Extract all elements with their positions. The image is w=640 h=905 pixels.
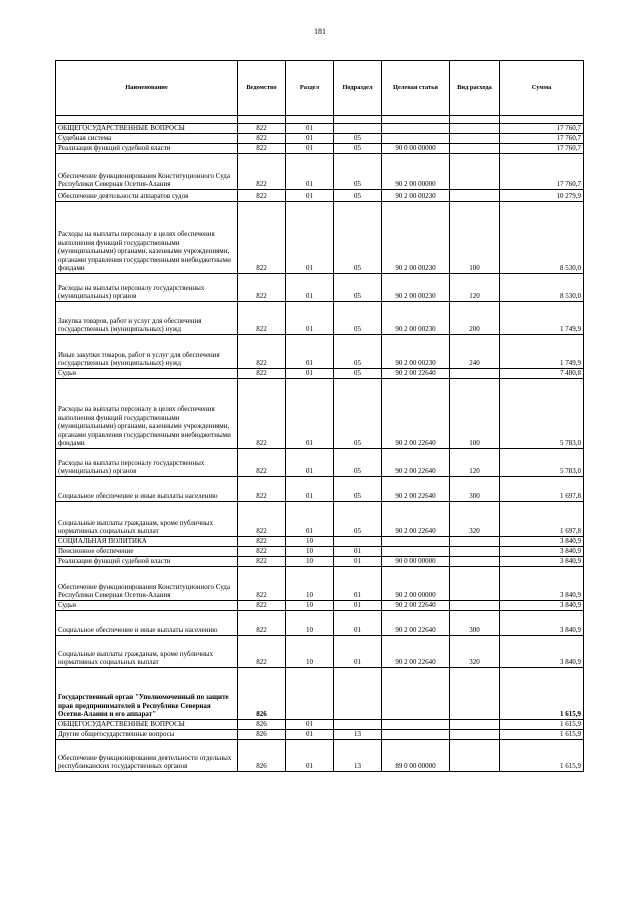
cell-department: 822 (238, 154, 286, 190)
cell-expense-type (450, 730, 500, 740)
cell-name: ОБЩЕГОСУДАРСТВЕННЫЕ ВОПРОСЫ (56, 720, 238, 730)
cell-expense-type: 240 (450, 335, 500, 369)
cell-name: Другие общегосударственные вопросы (56, 730, 238, 740)
cell-sum: 3 840,9 (500, 557, 584, 567)
cell-subsection: 05 (334, 202, 382, 274)
cell-department: 822 (238, 335, 286, 369)
cell-sum: 1 749,9 (500, 302, 584, 335)
cell-target-article (382, 668, 450, 720)
cell-target-article: 90 2 00 22640 (382, 477, 450, 502)
table-row (56, 730, 584, 740)
cell-expense-type (450, 537, 500, 547)
table-row (56, 190, 584, 202)
cell-sum: 3 840,9 (500, 547, 584, 557)
cell-expense-type: 100 (450, 202, 500, 274)
cell-subsection: 01 (334, 567, 382, 601)
cell-subsection: 05 (334, 302, 382, 335)
cell-sum: 1 697,8 (500, 502, 584, 537)
cell-name: Социальное обеспечение и иные выплаты населению (56, 477, 238, 502)
cell-department: 822 (238, 547, 286, 557)
table-row (56, 502, 584, 537)
cell-expense-type (450, 601, 500, 611)
header-expense-type: Вид расхода (450, 61, 500, 116)
cell-name: Социальные выплаты гражданам, кроме публичных нормативных социальных выплат (56, 502, 238, 537)
cell-subsection: 01 (334, 547, 382, 557)
cell-section: 10 (286, 537, 334, 547)
cell-section: 10 (286, 557, 334, 567)
cell-subsection: 13 (334, 740, 382, 772)
cell-section: 01 (286, 144, 334, 154)
table-row (56, 274, 584, 302)
cell-target-article: 90 2 00 22640 (382, 611, 450, 636)
cell-sum: 3 840,9 (500, 601, 584, 611)
cell-expense-type (450, 547, 500, 557)
cell-target-article (382, 720, 450, 730)
cell-section: 01 (286, 154, 334, 190)
cell-section: 01 (286, 335, 334, 369)
cell-subsection: 05 (334, 154, 382, 190)
cell-name: Судьи (56, 601, 238, 611)
table-row (56, 557, 584, 567)
cell-department: 826 (238, 720, 286, 730)
cell-department: 822 (238, 302, 286, 335)
cell-expense-type (450, 154, 500, 190)
table-row (56, 124, 584, 134)
cell-section: 01 (286, 740, 334, 772)
cell-sum: 8 530,0 (500, 202, 584, 274)
cell-subsection: 05 (334, 335, 382, 369)
cell-sum: 1 615,9 (500, 730, 584, 740)
cell-target-article: 90 2 00 22640 (382, 379, 450, 449)
cell-subsection: 05 (334, 379, 382, 449)
cell-expense-type (450, 124, 500, 134)
cell-name: Судьи (56, 369, 238, 379)
cell-target-article: 90 2 00 22640 (382, 601, 450, 611)
cell-sum: 17 760,7 (500, 144, 584, 154)
cell-name: Закупка товаров, работ и услуг для обеспечения государственных (муниципальных) нужд (56, 302, 238, 335)
cell-department: 822 (238, 601, 286, 611)
cell-target-article: 90 2 00 22640 (382, 502, 450, 537)
cell-section: 01 (286, 730, 334, 740)
cell-section: 01 (286, 302, 334, 335)
cell-name: Расходы на выплаты персоналу в целях обеспечения выполнения функций государственными (муниципальными) органами, казенными учреждениями, органами управления государственными внебюджетными фондами (56, 202, 238, 274)
cell-name: Расходы на выплаты персоналу в целях обеспечения выполнения функций государственными (муниципальными) органами, казенными учреждениями, органами управления государственными внебюджетными фондами (56, 379, 238, 449)
cell-expense-type: 120 (450, 274, 500, 302)
cell-target-article: 90 0 00 00000 (382, 144, 450, 154)
cell-subsection (334, 668, 382, 720)
table-row (56, 720, 584, 730)
cell-section: 01 (286, 449, 334, 477)
cell-subsection: 05 (334, 449, 382, 477)
cell-section: 01 (286, 202, 334, 274)
cell-name: Расходы на выплаты персоналу государственных (муниципальных) органов (56, 274, 238, 302)
cell-target-article (382, 124, 450, 134)
cell-expense-type (450, 144, 500, 154)
cell-department: 826 (238, 740, 286, 772)
cell-department: 822 (238, 611, 286, 636)
cell-expense-type (450, 668, 500, 720)
cell-sum: 5 783,0 (500, 379, 584, 449)
cell-target-article (382, 730, 450, 740)
header-sum: Сумма (500, 61, 584, 116)
cell-expense-type: 120 (450, 449, 500, 477)
cell-sum: 1 615,9 (500, 668, 584, 720)
cell-name: Государственный орган "Уполномоченный по защите прав предпринимателей в Республике Северная Осетия-Алания и его аппарат" (56, 668, 238, 720)
cell-expense-type: 100 (450, 379, 500, 449)
cell-section: 10 (286, 611, 334, 636)
cell-name: Пенсионное обеспечение (56, 547, 238, 557)
header-row (56, 61, 584, 116)
cell-subsection: 01 (334, 611, 382, 636)
table-row (56, 601, 584, 611)
cell-department: 822 (238, 134, 286, 144)
table-body (56, 116, 584, 772)
cell-name: Социальное обеспечение и иные выплаты населению (56, 611, 238, 636)
cell-sum: 7 480,8 (500, 369, 584, 379)
cell-department: 822 (238, 502, 286, 537)
cell-section: 01 (286, 134, 334, 144)
table-row (56, 302, 584, 335)
cell-department: 822 (238, 379, 286, 449)
table-row (56, 134, 584, 144)
cell-target-article: 90 2 00 00230 (382, 274, 450, 302)
cell-department: 822 (238, 274, 286, 302)
cell-name: СОЦИАЛЬНАЯ ПОЛИТИКА (56, 537, 238, 547)
cell-target-article: 90 2 00 00000 (382, 154, 450, 190)
cell-expense-type: 300 (450, 477, 500, 502)
cell-sum: 5 783,0 (500, 449, 584, 477)
cell-subsection: 05 (334, 502, 382, 537)
cell-name: Расходы на выплаты персоналу государственных (муниципальных) органов (56, 449, 238, 477)
cell-sum: 1 697,8 (500, 477, 584, 502)
cell-expense-type (450, 369, 500, 379)
cell-section: 10 (286, 567, 334, 601)
cell-department: 822 (238, 557, 286, 567)
cell-expense-type: 320 (450, 636, 500, 668)
cell-sum: 10 279,9 (500, 190, 584, 202)
cell-target-article: 90 2 00 00230 (382, 190, 450, 202)
cell-sum: 1 749,9 (500, 335, 584, 369)
table-row (56, 449, 584, 477)
cell-expense-type (450, 134, 500, 144)
header-target-article: Целевая статья (382, 61, 450, 116)
cell-subsection: 05 (334, 134, 382, 144)
table-row (56, 636, 584, 668)
cell-subsection: 05 (334, 274, 382, 302)
cell-subsection (334, 124, 382, 134)
cell-sum: 17 760,7 (500, 124, 584, 134)
cell-target-article: 90 2 00 00230 (382, 302, 450, 335)
cell-name: Реализация функций судебной власти (56, 557, 238, 567)
cell-name: Обеспечение функционирования деятельности отдельных республиканских государственных органов (56, 740, 238, 772)
cell-target-article (382, 134, 450, 144)
cell-expense-type: 300 (450, 611, 500, 636)
cell-section: 01 (286, 369, 334, 379)
cell-expense-type (450, 190, 500, 202)
cell-subsection (334, 720, 382, 730)
cell-department: 822 (238, 537, 286, 547)
cell-target-article: 90 0 00 00000 (382, 557, 450, 567)
spacer-row (56, 116, 584, 124)
cell-target-article: 90 2 00 22640 (382, 449, 450, 477)
cell-section: 10 (286, 547, 334, 557)
cell-target-article: 90 2 00 00230 (382, 202, 450, 274)
cell-expense-type (450, 740, 500, 772)
cell-subsection: 01 (334, 636, 382, 668)
table-row (56, 547, 584, 557)
cell-name: Обеспечение деятельности аппаратов судов (56, 190, 238, 202)
cell-sum: 3 840,9 (500, 567, 584, 601)
header-name: Наименование (56, 61, 238, 116)
table-row (56, 537, 584, 547)
budget-table (55, 60, 584, 772)
cell-expense-type (450, 557, 500, 567)
table-row (56, 668, 584, 720)
cell-sum: 1 615,9 (500, 720, 584, 730)
cell-department: 826 (238, 730, 286, 740)
header-department: Ведомство (238, 61, 286, 116)
cell-department: 822 (238, 636, 286, 668)
cell-name: Обеспечение функционирования Конституционного Суда Республики Северная Осетия-Алания (56, 567, 238, 601)
cell-subsection: 05 (334, 144, 382, 154)
cell-section: 01 (286, 124, 334, 134)
cell-target-article: 90 2 00 22640 (382, 636, 450, 668)
cell-target-article: 90 2 00 22640 (382, 369, 450, 379)
cell-expense-type: 200 (450, 302, 500, 335)
cell-name: Социальные выплаты гражданам, кроме публичных нормативных социальных выплат (56, 636, 238, 668)
cell-subsection: 05 (334, 477, 382, 502)
cell-subsection: 05 (334, 369, 382, 379)
table-row (56, 379, 584, 449)
cell-sum: 1 615,9 (500, 740, 584, 772)
cell-department: 822 (238, 449, 286, 477)
cell-section: 01 (286, 720, 334, 730)
cell-subsection: 05 (334, 190, 382, 202)
cell-section: 01 (286, 477, 334, 502)
cell-target-article (382, 537, 450, 547)
cell-sum: 3 840,9 (500, 636, 584, 668)
cell-sum: 3 840,9 (500, 537, 584, 547)
cell-name: Обеспечение функционирования Конституционного Суда Республики Северная Осетия-Алания (56, 154, 238, 190)
cell-expense-type: 320 (450, 502, 500, 537)
cell-target-article: 89 0 00 00000 (382, 740, 450, 772)
table-row (56, 144, 584, 154)
cell-subsection (334, 537, 382, 547)
table-row (56, 335, 584, 369)
header-section: Раздел (286, 61, 334, 116)
cell-department: 822 (238, 144, 286, 154)
cell-sum: 8 530,0 (500, 274, 584, 302)
cell-section (286, 668, 334, 720)
cell-sum: 17 760,7 (500, 134, 584, 144)
cell-section: 01 (286, 190, 334, 202)
cell-name: ОБЩЕГОСУДАРСТВЕННЫЕ ВОПРОСЫ (56, 124, 238, 134)
header-subsection: Подраздел (334, 61, 382, 116)
table-row (56, 202, 584, 274)
cell-department: 822 (238, 567, 286, 601)
cell-section: 10 (286, 601, 334, 611)
cell-department: 826 (238, 668, 286, 720)
cell-department: 822 (238, 369, 286, 379)
cell-target-article (382, 547, 450, 557)
cell-section: 01 (286, 379, 334, 449)
table-row (56, 154, 584, 190)
cell-subsection: 01 (334, 557, 382, 567)
cell-department: 822 (238, 124, 286, 134)
table-row (56, 369, 584, 379)
cell-expense-type (450, 720, 500, 730)
cell-name: Иные закупки товаров, работ и услуг для обеспечения государственных (муниципальных) нужд (56, 335, 238, 369)
table-row (56, 567, 584, 601)
table-row (56, 477, 584, 502)
cell-department: 822 (238, 190, 286, 202)
cell-target-article: 90 2 00 00000 (382, 567, 450, 601)
cell-subsection: 13 (334, 730, 382, 740)
table-row (56, 740, 584, 772)
cell-sum: 3 840,9 (500, 611, 584, 636)
cell-target-article: 90 2 00 00230 (382, 335, 450, 369)
cell-name: Судебная система (56, 134, 238, 144)
cell-expense-type (450, 567, 500, 601)
cell-subsection: 01 (334, 601, 382, 611)
table-row (56, 611, 584, 636)
cell-section: 01 (286, 502, 334, 537)
page-number: 181 (314, 27, 326, 36)
cell-section: 10 (286, 636, 334, 668)
cell-section: 01 (286, 274, 334, 302)
cell-department: 822 (238, 477, 286, 502)
cell-name: Реализация функций судебной власти (56, 144, 238, 154)
cell-sum: 17 760,7 (500, 154, 584, 190)
cell-department: 822 (238, 202, 286, 274)
